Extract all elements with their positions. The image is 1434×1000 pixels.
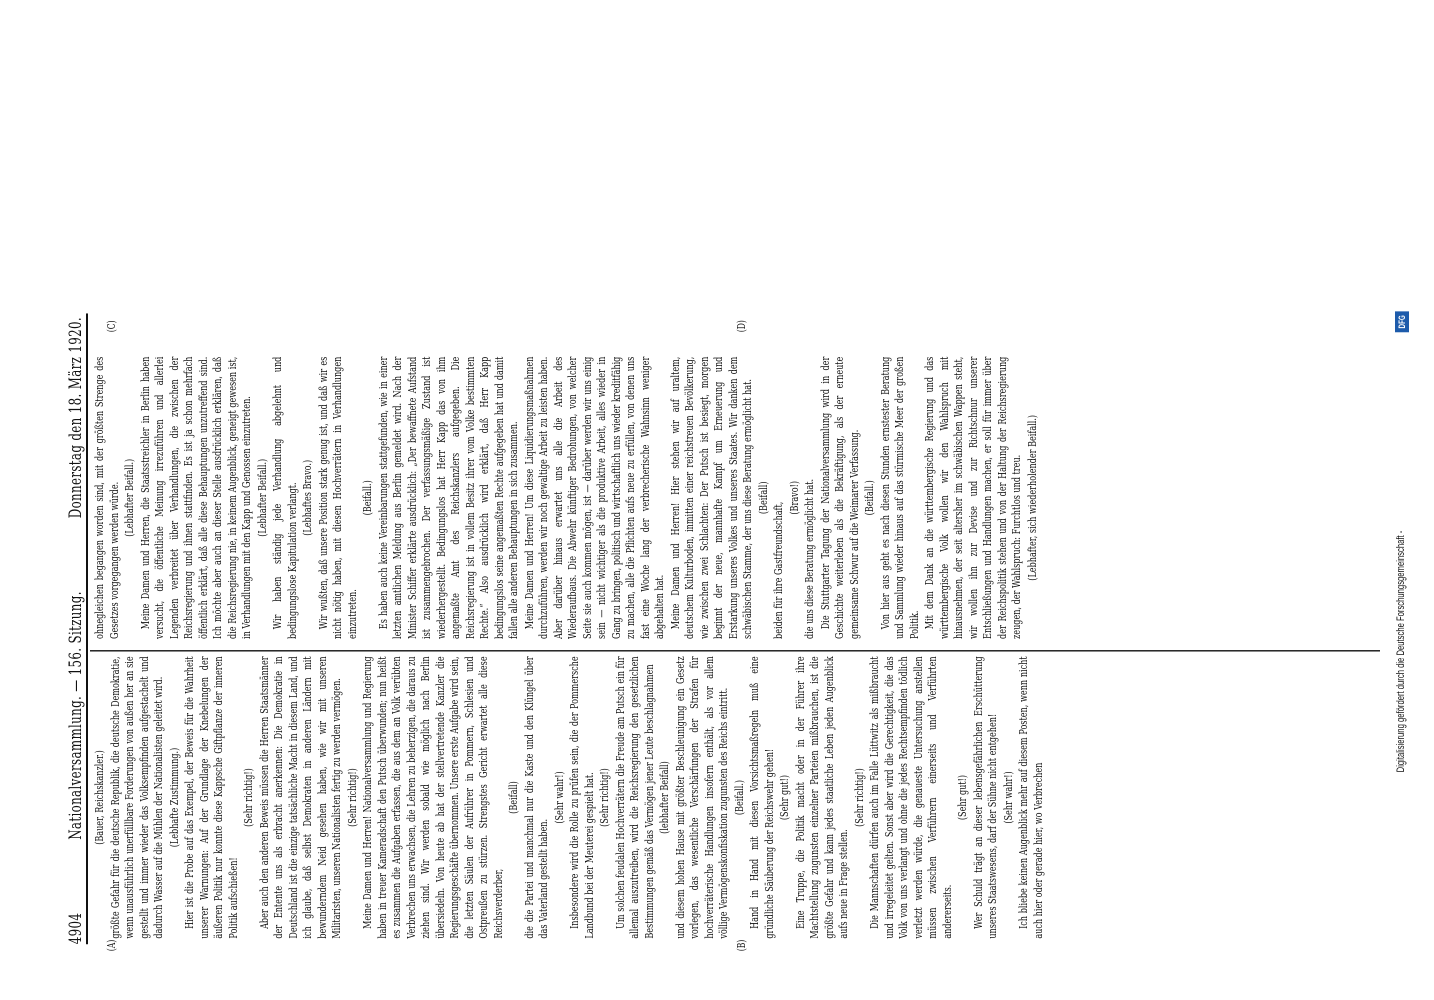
- paragraph: (Lebhafter Beifall.): [122, 458, 136, 537]
- column-divider: [90, 650, 1380, 651]
- paragraph: Wir wußten, daß unsere Position stark genug ist, und daß wir es nicht nötig haben, mit diesen Hochverrätern in Verhandlungen einzutreten.: [315, 356, 359, 639]
- margin-mark-c: (C): [105, 320, 118, 333]
- paragraph: (Sehr wahr!): [1000, 771, 1015, 824]
- document-page: [0, 303, 1434, 1000]
- paragraph: beiden für ihre Gastfreundschaft,: [771, 501, 785, 639]
- paragraph: (Lebhaftes Bravo.): [300, 459, 314, 536]
- paragraph: Meine Damen und Herren, die Staatsstreichler in Berlin haben versucht, die öffentliche Meinung irrezuführen und allerlei Legenden verbreitet über Verhandlungen, die zwischen der Reichsregierung und ihnen stattfinden. Es ist ja schon mehrfach öffentlich erklärt, daß alle diese Behauptungen unzutreffend sind. Ich möchte aber auch an dieser Stelle ausdrücklich erklären, daß die Reichsregierung nie, in keinem Augenblick, geneigt gewesen ist, in Verhandlungen mit den Kapp und Genossen einzutreten.: [137, 356, 253, 639]
- page-number: 4904: [66, 912, 86, 945]
- paragraph: (Sehr richtig!): [344, 768, 359, 827]
- paragraph: (Sehr wahr!): [551, 771, 566, 824]
- paragraph: die die Partei und manchmal nur die Kaste und den Klüngel über das Vaterland gestellt haben.: [521, 656, 550, 939]
- paragraph: (Lebhafte Zustimmung.): [166, 747, 181, 848]
- paragraph: Eine Truppe, die Politik macht oder in der Führer ihre Machtstellung zugunsten einzelner Parteien mißbrauchen, ist die größte Gefahr und kann jedes staatliche Leben jeden Augenblick aufs neue in Frage stellen.: [792, 656, 850, 939]
- paragraph: Meine Damen und Herren! Hier stehen wir auf uraltem, deutschem Kulturboden, inmitten einer reichstreuen Bevölkerung, wie zwischen zwei Schlachten: Der Putsch ist besiegt, morgen beginnt der neue, mannhafte Kampf um Erneuerung und Erstarkung unseres Volkes und unseres Staates. Wir danken dem schwäbischen Stamme, der uns diese Beratung ermöglicht hat.: [667, 356, 754, 639]
- digitization-credit: [1395, 303, 1407, 1000]
- paragraph: Die Stuttgarter Tagung der Nationalversammlung wird in der Geschichte weiterleben als die Bekräftigung, als der erneute gemeinsame Schwur auf die Weimarer Verfassung.: [817, 356, 861, 639]
- margin-mark-a: (A): [105, 939, 118, 952]
- left-column: [92, 656, 1046, 938]
- paragraph: (Lebhafter, sich wiederholender Beifall.): [1024, 414, 1039, 581]
- paragraph: (Sehr richtig!): [851, 768, 866, 827]
- paragraph: (Beifall.): [360, 480, 374, 516]
- paragraph: (Sehr richtig!): [241, 768, 255, 827]
- paragraph: die uns diese Beratung ermöglicht hat.: [802, 478, 816, 639]
- paragraph: (lebhafter Beifall): [657, 761, 671, 834]
- paragraph: Wir haben ständig jede Verhandlung abgelehnt und bedingungslose Kapitulation verlangt.: [270, 356, 299, 639]
- paragraph: Um solchen feudalen Hochverrätern die Freude am Putsch ein für allemal auszutreiben, wird die Reichsregierung den gesetzlichen Bestimmungen gemäß das Vermögen jener Leute beschlagnahmen: [612, 656, 656, 939]
- paragraph: Von hier aus geht es nach diesen Stunden ernstester Beratung und Sammlung wieder hinaus auf das stürmische Meer der großen Politik.: [877, 356, 921, 639]
- right-column: [92, 357, 1040, 639]
- page-header: [58, 317, 86, 944]
- margin-mark-b: (B): [735, 939, 748, 952]
- paragraph: Hand in Hand mit diesen Vorsichtsmaßregeln muß eine gründliche Säuberung der Reichswehr gehen!: [747, 656, 776, 939]
- paragraph: Mit dem Dank an die württembergische Regierung und das württembergische Volk wollen wir den Wahlspruch mit hinausnehmen, der seit altersher im schwäbischen Wappen steht, wir wollen ihn zur Devise und zur Richtschnur unserer Entschließungen und Handlungen machen, er soll für immer über der Reichspolitik stehen und von der Haltung der Reichsregierung zeugen, der Wahlspruch: Furchtlos und treu.: [922, 356, 1023, 639]
- paragraph: Es haben auch keine Vereinbarungen stattgefunden, wie in einer letzten amtlichen Meldung aus Berlin gemeldet wird. Nach der Minister Schiffer erklärte ausdrücklich: „Der bewaffnete Aufstand ist zusammengebrochen. Der verfassungsmäßige Zustand ist wiederhergestellt. Bedingungslos hat Herr Kapp das von ihm angemaßte Amt des Reichskanzlers aufgegeben. Die Reichsregierung ist in vollem Besitz ihrer vom Volke bestimmten Rechte.“ Also ausdrücklich wird erklärt, daß Herr Kapp bedingungslos seine angemaßten Rechte aufgegeben hat und damit fallen alle anderen Behauptungen in sich zusammen.: [375, 356, 520, 639]
- assembly-session: Nationalversammlung. — 156. Sitzung.: [66, 591, 86, 840]
- paragraph: (Beifall.): [862, 480, 876, 516]
- paragraph: und diesem hohen Hause mit größter Beschleunigung ein Gesetz vorlegen, das wesentliche Verschärfungen der Strafen für hochverräterische Handlungen insofern enthält, als vor allem völlige Vermögenskonfiskation zugunsten des Reichs eintritt.: [672, 656, 730, 939]
- paragraph: Hier ist die Probe auf das Exempel, der Beweis für die Wahrheit unserer Warnungen: Auf der Grundlage der Knebelungen der äußeren Politik nur konnte diese Kappsche Giftpflanze der inneren Politik aufschießen!: [182, 656, 240, 939]
- margin-mark-d: (D): [735, 320, 748, 333]
- paragraph: (Beifall): [755, 481, 770, 515]
- paragraph: Aber auch den anderen Beweis müssen die Herren Staatsmänner der Entente uns als erbracht anerkennen: Die Demokratie in Deutschland ist die einzige tatsächliche Macht in diesem Land, und ich glaube, daß selbst Demokraten in anderen Ländern mit bewunderndem Neid gesehen haben, wie wir mit unseren Militaristen, unseren Nationalisten fertig zu werden vermögen.: [256, 656, 343, 939]
- paragraph: (Beifall.): [731, 779, 746, 816]
- paragraph: (Sehr gut!): [777, 774, 791, 821]
- credit-text: Digitalisierung gefördert durch die Deutsche Forschungsgemeinschaft -: [1395, 530, 1407, 773]
- paragraph: (Beifall): [506, 781, 520, 814]
- session-date: Donnerstag den 18. März 1920.: [66, 316, 86, 519]
- paragraph: (Bauer, Reichskanzler.): [92, 750, 106, 845]
- paragraph: Insbesondere wird die Rolle zu prüfen sein, die der Pommersche Landbund bei der Meuterei gespielt hat.: [567, 656, 596, 939]
- paragraph: (Sehr gut!): [955, 774, 969, 821]
- paragraph: Die Mannschaften dürfen auch im Falle Lüttwitz als mißbraucht und irregeleitet gelten. Sonst aber wird die Gerechtigkeit, die das Volk von uns verlangt und ohne die jedes Rechtsempfinden tödlich verletzt werden würde, die genaueste Untersuchung anstellen müssen zwischen Verführern einerseits und Verführten andererseits.: [867, 656, 954, 939]
- paragraph: Wer Schuld trägt an dieser lebensgefährlichen Erschütterung unseres Staatswesens, darf der Sühne nicht entgehen!: [970, 656, 999, 939]
- paragraph: (Sehr richtig!): [597, 768, 611, 827]
- paragraph: Meine Damen und Herren! Nationalversammlung und Regierung haben in treuer Kameradschaft den Putsch überwunden; nun heißt es zusammen die Aufgaben erfassen, die aus dem an Volk verübten Verbrechen uns erwachsen, die Lehren zu beherzigen, die daraus zu ziehen sind. Wir werden sobald wie möglich nach Berlin übersiedeln. Von heute ab hat der stellvertretende Kanzler die Regierungsgeschäfte übernommen. Unsere erste Aufgabe wird sein, die letzten Säulen der Aufrührer in Pommern, Schlesien und Ostpreußen zu stürzen. Strengstes Gericht erwartet alle diese Reichsverderber,: [360, 656, 505, 939]
- dfg-logo: DFG: [1395, 311, 1409, 332]
- header-rule: [86, 313, 88, 944]
- paragraph: Ich bliebe keinen Augenblick mehr auf diesem Posten, wenn nicht auch hier oder gerade hier, wo Verbrechen: [1016, 656, 1045, 939]
- paragraph: größte Gefahr für die deutsche Republik, die deutsche Demokratie, wenn unausführlich unerfüllbare Forderungen von außen her an sie gestellt und immer wieder das Volksempfinden aufgestachelt und dadurch Wasser auf die Mühlen der Nationalisten geleitet wird.: [107, 656, 165, 939]
- paragraph: ohnegleichen begangen worden sind, mit der größten Strenge des Gesetzes vorgegangen werden würde.: [92, 356, 121, 639]
- rotated-page: [0, 303, 1434, 1000]
- paragraph: (Bravo!): [786, 481, 801, 515]
- paragraph: Meine Damen und Herren! Um diese Liquidierungsmaßnahmen durchzuführen, werden wir noch gewaltige Arbeit zu leisten haben. Aber darüber hinaus erwartet uns alle die Arbeit des Wiederaufbaus. Die Abwehr künftiger Bedrohungen, von welcher Seite sie auch kommen mögen, ist — darüber werden wir uns einig sein — nicht wichtiger als die produktive Arbeit, alles wieder in Gang zu bringen, politisch und wirtschaftlich uns wieder kreditfähig zu machen, alle die Pflichten aufs neue zu erfüllen, von denen uns fast eine Woche lang der verbrecherische Wahnsinn weniger abgehalten hat.: [521, 356, 666, 639]
- paragraph: (Lebhafter Beifall.): [254, 458, 269, 537]
